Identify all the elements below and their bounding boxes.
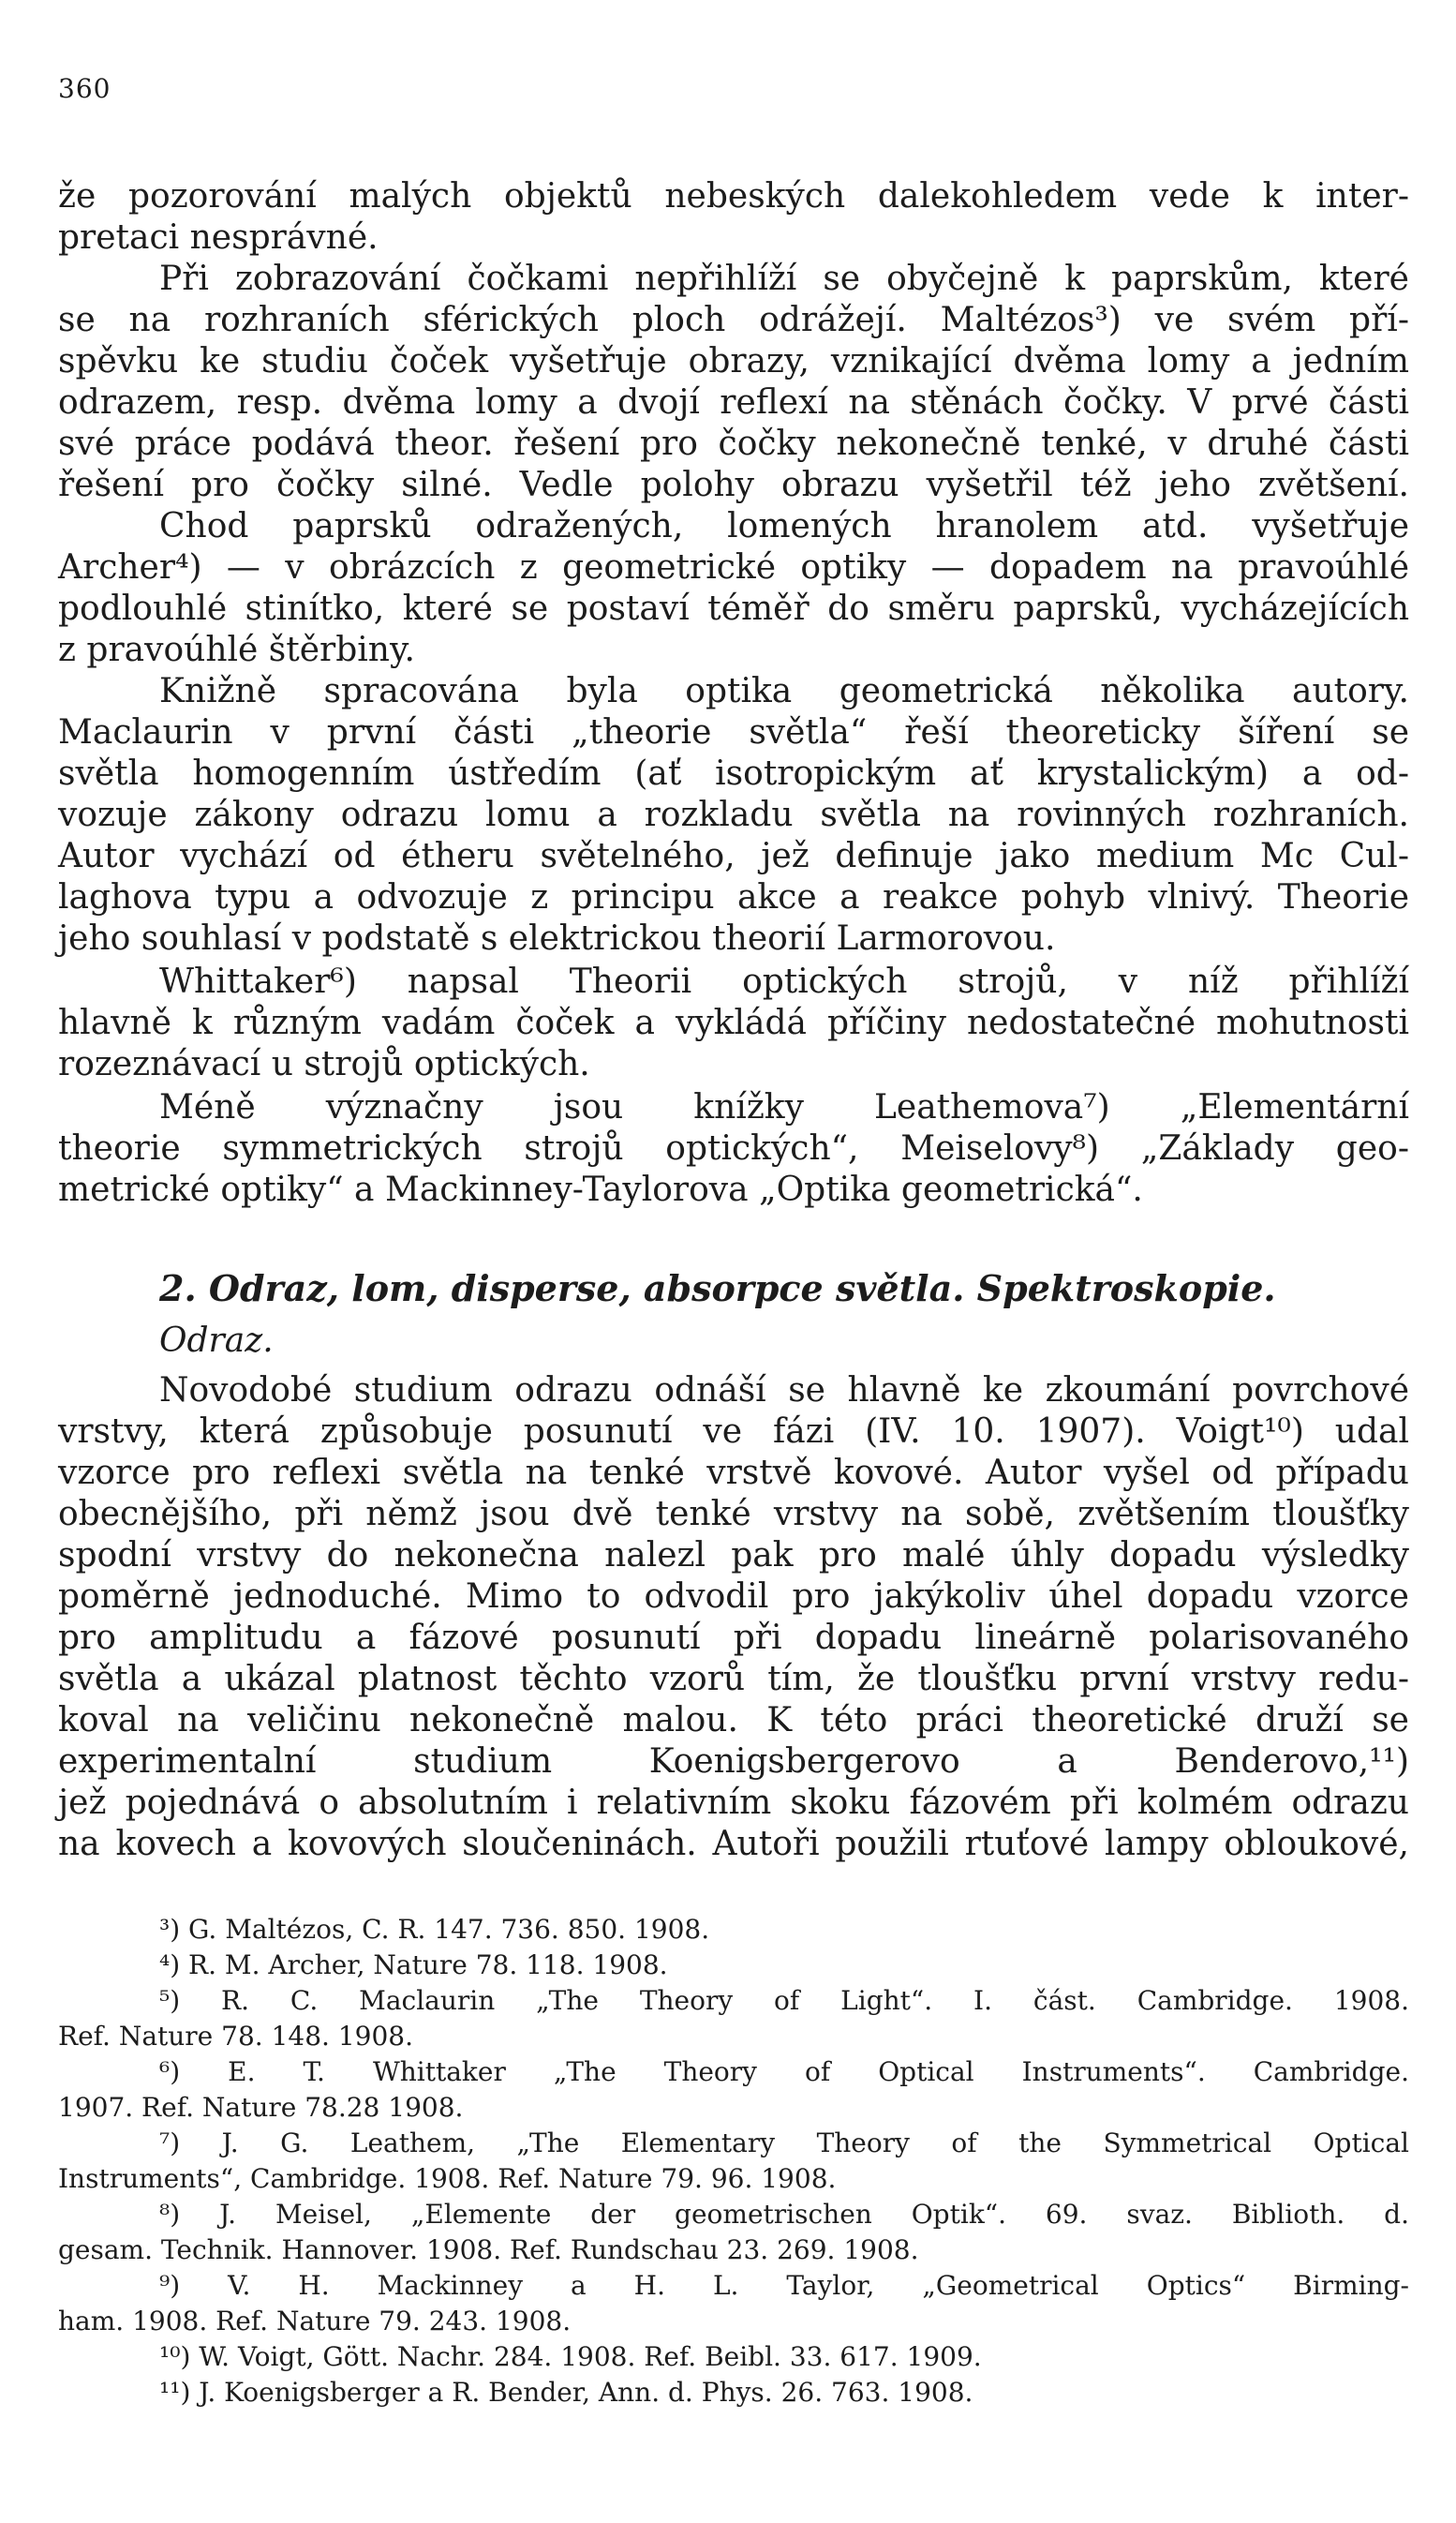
body-line: Whittaker⁶) napsal Theorii optických strojů, v níž přihlíží xyxy=(159,963,1409,1001)
footnote: ¹¹) J. Koenigsberger a R. Bender, Ann. d. Phys. 26. 763. 1908. xyxy=(159,2377,973,2408)
body-line: podlouhlé stinítko, které se postaví téměř do směru paprsků, vycházejících xyxy=(58,590,1409,628)
footnote: gesam. Technik. Hannover. 1908. Ref. Rundschau 23. 269. 1908. xyxy=(58,2234,919,2265)
footnote: ⁵) R. C. Maclaurin „The Theory of Light“. I. část. Cambridge. 1908. xyxy=(159,1985,1409,2016)
body-line: odrazem, resp. dvěma lomy a dvojí reflexí na stěnách čočky. V prvé části xyxy=(58,383,1409,422)
section-line: obecnějšího, při němž jsou dvě tenké vrstvy na sobě, zvětšením tloušťky xyxy=(58,1495,1409,1533)
body-line: spěvku ke studiu čoček vyšetřuje obrazy, vznikající dvěma lomy a jedním xyxy=(58,342,1409,381)
body-line: světla homogenním ústředím (ať isotropickým ať krystalickým) a od- xyxy=(58,754,1409,793)
footnote: Instruments“, Cambridge. 1908. Ref. Nature 79. 96. 1908. xyxy=(58,2163,837,2194)
body-line: Autor vychází od étheru světelného, jež definuje jako medium Mc Cul- xyxy=(58,837,1409,875)
section-line: vrstvy, která způsobuje posunutí ve fázi (IV. 10. 1907). Voigt¹⁰) udal xyxy=(58,1412,1409,1451)
footnote: ¹⁰) W. Voigt, Gött. Nachr. 284. 1908. Ref. Beibl. 33. 617. 1909. xyxy=(159,2341,982,2372)
section-line: spodní vrstvy do nekonečna nalezl pak pro malé úhly dopadu výsledky xyxy=(58,1536,1409,1575)
body-line: pretaci nesprávné. xyxy=(58,218,379,257)
section-line: světla a ukázal platnost těchto vzorů tím, že tloušťku první vrstvy redu- xyxy=(58,1660,1409,1698)
page-number: 360 xyxy=(58,73,111,104)
footnote: ⁶) E. T. Whittaker „The Theory of Optical Instruments“. Cambridge. xyxy=(159,2056,1409,2087)
section-line: poměrně jednoduché. Mimo to odvodil pro jakýkoliv úhel dopadu vzorce xyxy=(58,1577,1409,1616)
body-line: theorie symmetrických strojů optických“, Meiselovy⁸) „Základy geo- xyxy=(58,1129,1409,1168)
body-line: Při zobrazování čočkami nepřihlíží se obyčejně k paprskům, které xyxy=(159,260,1409,298)
section-line: vzorce pro reflexi světla na tenké vrstvě kovové. Autor vyšel od případu xyxy=(58,1454,1409,1492)
footnote: 1907. Ref. Nature 78.28 1908. xyxy=(58,2092,464,2123)
body-line: řešení pro čočky silné. Vedle polohy obrazu vyšetřil též jeho zvětšení. xyxy=(58,466,1409,504)
footnote: ⁸) J. Meisel, „Elemente der geometrischen Optik“. 69. svaz. Biblioth. d. xyxy=(159,2199,1409,2230)
body-line: Maclaurin v první části „theorie světla“ řeší theoreticky šíření se xyxy=(58,713,1409,752)
section-line: koval na veličinu nekonečně malou. K této práci theoretické druží se xyxy=(58,1701,1409,1739)
body-line: Knižně spracována byla optika geometrická několika autory. xyxy=(159,672,1409,710)
body-line: své práce podává theor. řešení pro čočky nekonečně tenké, v druhé části xyxy=(58,425,1409,463)
subsection-title: Odraz. xyxy=(159,1321,274,1360)
body-line: z pravoúhlé štěrbiny. xyxy=(58,631,415,669)
body-line: Archer⁴) — v obrázcích z geometrické optiky — dopadem na pravoúhlé xyxy=(58,548,1409,587)
footnote: Ref. Nature 78. 148. 1908. xyxy=(58,2021,413,2052)
footnote: ham. 1908. Ref. Nature 79. 243. 1908. xyxy=(58,2306,572,2336)
body-line: laghova typu a odvozuje z principu akce a reakce pohyb vlnivý. Theorie xyxy=(58,878,1409,917)
section-line: jež pojednává o absolutním i relativním skoku fázovém při kolmém odrazu xyxy=(58,1784,1409,1822)
body-line: Chod paprsků odražených, lomených hranolem atd. vyšetřuje xyxy=(159,507,1409,545)
body-line: Méně význačny jsou knížky Leathemova⁷) „Elementární xyxy=(159,1088,1409,1127)
section-line: experimentalní studium Koenigsbergerovo a Benderovo,¹¹) xyxy=(58,1742,1409,1781)
footnote: ⁹) V. H. Mackinney a H. L. Taylor, „Geometrical Optics“ Birming- xyxy=(159,2270,1409,2301)
section-line: pro amplitudu a fázové posunutí při dopadu lineárně polarisovaného xyxy=(58,1619,1409,1657)
body-line: že pozorování malých objektů nebeských dalekohledem vede k inter- xyxy=(58,177,1409,216)
footnote: ⁴) R. M. Archer, Nature 78. 118. 1908. xyxy=(159,1949,668,1980)
section-heading: 2. Odraz, lom, disperse, absorpce světla. Spektroskopie. xyxy=(159,1267,1276,1309)
body-line: jeho souhlasí v podstatě s elektrickou theorií Larmorovou. xyxy=(58,919,1056,958)
body-line: metrické optiky“ a Mackinney-Taylorova „Optika geometrická“. xyxy=(58,1171,1143,1209)
body-line: se na rozhraních sférických ploch odrážejí. Maltézos³) ve svém pří- xyxy=(58,301,1409,339)
body-line: vozuje zákony odrazu lomu a rozkladu světla na rovinných rozhraních. xyxy=(58,796,1409,834)
footnote: ⁷) J. G. Leathem, „The Elementary Theory of the Symmetrical Optical xyxy=(159,2127,1409,2158)
footnote: ³) G. Maltézos, C. R. 147. 736. 850. 1908. xyxy=(159,1914,710,1945)
body-line: hlavně k různým vadám čoček a vykládá příčiny nedostatečné mohutnosti xyxy=(58,1004,1409,1042)
section-line: na kovech a kovových sloučeninách. Autoři použili rtuťové lampy obloukové, xyxy=(58,1825,1409,1863)
body-line: rozeznávací u strojů optických. xyxy=(58,1045,590,1083)
section-line: Novodobé studium odrazu odnáší se hlavně ke zkoumání povrchové xyxy=(159,1371,1409,1410)
